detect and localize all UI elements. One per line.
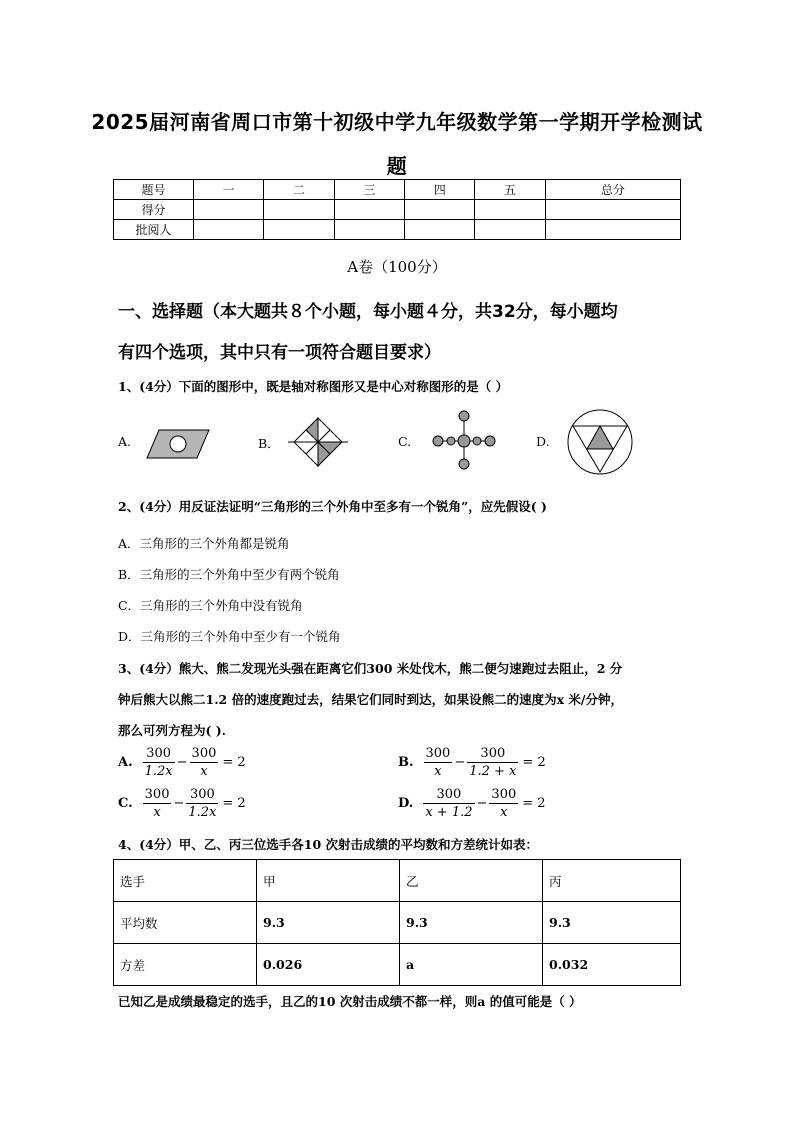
score-header-cell: 五 [475,180,545,200]
q2-option-b: B．三角形的三个外角中至少有两个锐角 [118,567,340,582]
reviewer-cell[interactable] [334,220,404,240]
fraction [467,745,518,780]
circle-with-triangles-figure [565,408,635,476]
q1-stem: 1、(4分）下面的图形中，既是轴对称图形又是中心对称图形的是（ ） [118,379,509,394]
reviewer-row [114,220,681,240]
score-row-label: 得分 [114,200,194,220]
numerator: 300 [467,745,518,763]
q3-stem-line-1: 3、(4分）熊大、熊二发现光头强在距离它们300 米处伐木，熊二便匀速跑过去阻止，2 分 [118,661,623,676]
denominator: x [500,805,508,820]
numerator: 300 [191,746,217,761]
table-cell: 方差 [114,944,257,986]
score-header-cell: 总分 [545,180,680,200]
fraction [424,745,453,780]
numerator: 300 [491,787,517,802]
q2-option-c: C．三角形的三个外角中没有锐角 [118,598,303,613]
q2-option-a: A．三角形的三个外角都是锐角 [118,536,290,551]
fraction [143,745,175,780]
q1-option-b-label: B． [258,436,280,451]
score-cell[interactable] [334,200,404,220]
table-cell: 平均数 [114,902,257,944]
numerator: 300 [186,786,218,804]
fraction [186,786,218,821]
fraction [423,786,474,821]
minus-sign: − [176,755,188,770]
parallelogram-with-circle-figure [145,428,211,460]
q3-option-b [398,745,546,780]
denominator: x [434,764,442,779]
table-cell: 选手 [114,860,257,902]
denominator: x [153,805,161,820]
table-cell: 9.3 [543,902,681,944]
q1-option-d-label: D. [536,434,550,449]
denominator: 1.2x [144,764,173,779]
denominator: x + 1.2 [425,805,473,820]
denominator: 1.2x [188,805,217,820]
equation-rhs: = 2 [222,796,246,811]
q4-stem: 4、(4分）甲、乙、丙三位选手各10 次射击成绩的平均数和方差统计如表： [118,837,539,852]
table-cell: a [400,944,543,986]
q3-option-c [118,786,246,821]
denominator: 1.2 + x [469,764,517,779]
reviewer-cell[interactable] [405,220,475,240]
reviewer-cell[interactable] [264,220,334,240]
q2-option-d: D．三角形的三个外角中至少有一个锐角 [118,629,341,644]
score-header-cell: 三 [334,180,404,200]
score-header-cell: 二 [264,180,334,200]
q3-stem-line-2: 钟后熊大以熊二1.2 倍的速度跑过去，结果它们同时到达，如果设熊二的速度为x 米/分钟， [118,692,623,707]
table-row [114,902,681,944]
q3-option-a [118,745,246,780]
score-row [114,200,681,220]
shooting-stats-table [113,859,681,986]
q4-followup: 已知乙是成绩最稳定的选手，且乙的10 次射击成绩不都一样，则a 的值可能是（ ） [118,994,582,1009]
table-cell: 0.032 [543,944,681,986]
table-cell: 丙 [543,860,681,902]
option-label: A. [118,755,133,770]
equation-rhs: = 2 [522,755,546,770]
score-header-cell: 一 [194,180,264,200]
title-line-2: 题 [386,154,408,178]
q1-option-a-label: A. [118,434,132,449]
equation-rhs: = 2 [522,796,546,811]
score-cell[interactable] [545,200,680,220]
minus-sign: − [454,755,466,770]
numerator: 300 [143,745,175,763]
table-cell: 甲 [257,860,400,902]
section-heading-line-1: 一、选择题（本大题共８个小题，每小题４分，共32分，每小题均 [118,302,618,322]
section-heading-line-2: 有四个选项，其中只有一项符合题目要求） [118,343,441,363]
score-header-cell: 题号 [114,180,194,200]
q1-option-c-label: C. [398,434,412,449]
cross-of-circles-figure [430,408,498,472]
score-cell[interactable] [264,200,334,220]
reviewer-cell[interactable] [475,220,545,240]
option-label: C. [118,796,133,811]
minus-sign: − [173,796,185,811]
q3-option-d [398,786,546,821]
table-cell: 9.3 [400,902,543,944]
fraction [489,786,518,821]
table-row [114,944,681,986]
score-cell[interactable] [405,200,475,220]
numerator: 300 [425,746,451,761]
table-cell: 0.026 [257,944,400,986]
reviewer-cell[interactable] [545,220,680,240]
table-cell: 乙 [400,860,543,902]
score-header-row [114,180,681,200]
score-cell[interactable] [475,200,545,220]
minus-sign: − [476,796,488,811]
fraction [190,745,219,780]
numerator: 300 [144,787,170,802]
q2-stem: 2、(4分）用反证法证明“三角形的三个外角中至多有一个锐角”，应先假设( ) [118,499,547,514]
reviewer-cell[interactable] [194,220,264,240]
denominator: x [200,764,208,779]
numerator: 300 [423,786,474,804]
pinwheel-figure [286,414,350,470]
option-label: B. [398,755,414,770]
volume-heading: A卷（100分） [347,258,447,276]
score-header-cell: 四 [405,180,475,200]
option-label: D. [398,796,414,811]
table-row [114,860,681,902]
score-table [113,179,681,240]
q3-stem-line-3: 那么可列方程为( ). [118,723,227,738]
equation-rhs: = 2 [222,755,246,770]
fraction [143,786,172,821]
reviewer-row-label: 批阅人 [114,220,194,240]
title-line-1: 2025届河南省周口市第十初级中学九年级数学第一学期开学检测试 [91,110,703,134]
score-cell[interactable] [194,200,264,220]
table-cell: 9.3 [257,902,400,944]
